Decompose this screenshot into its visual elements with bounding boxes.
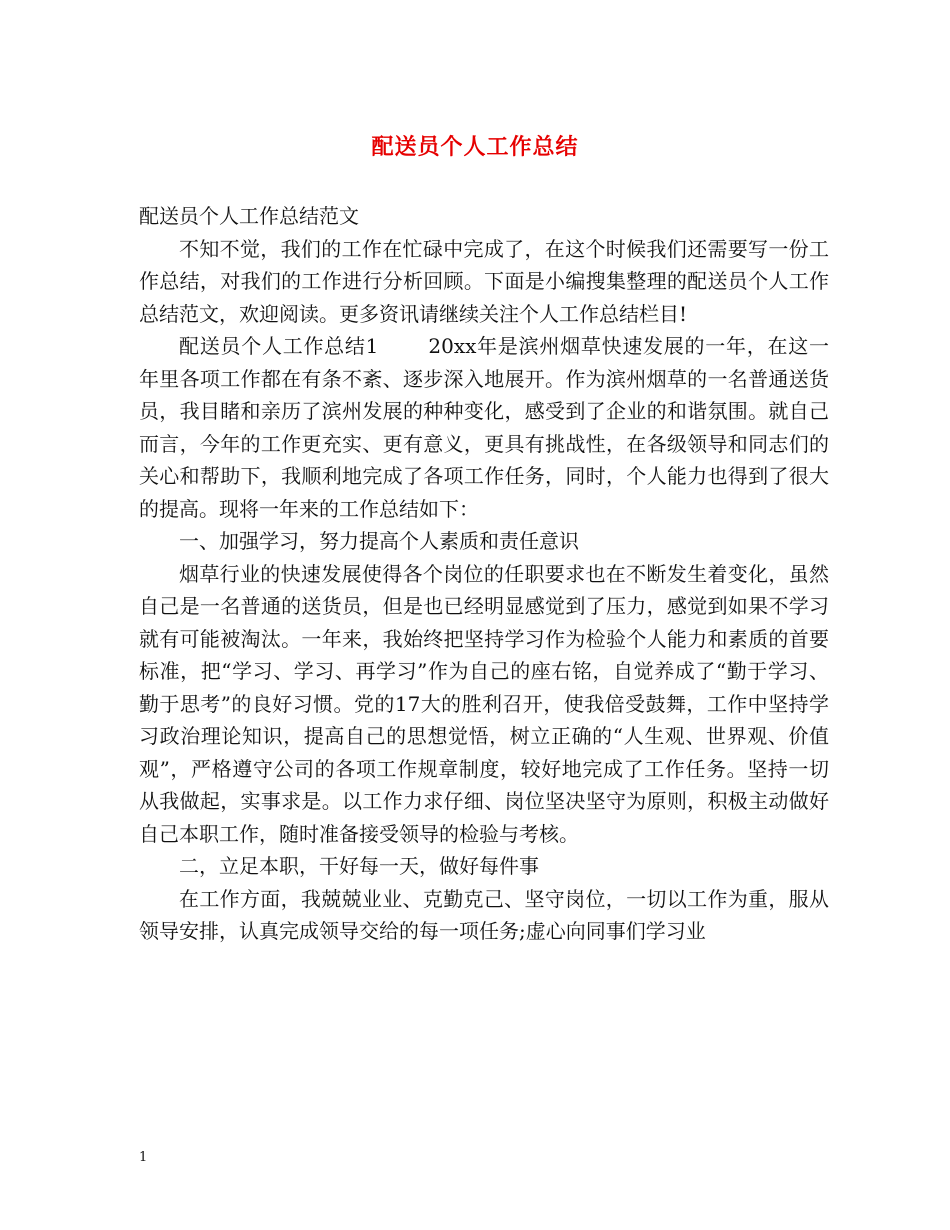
section-1-paragraph	[139, 330, 829, 525]
document-title: 配送员个人工作总结	[371, 135, 579, 160]
page-number: 1	[139, 1150, 148, 1165]
subtitle-paragraph: 配送员个人工作总结范文	[139, 204, 359, 228]
document-body	[139, 200, 829, 948]
body-paragraph-2: 在工作方面，我兢兢业业、克勤克己、坚守岗位，一切以工作为重，服从领导安排，认真完成领导交给的每一项任务;虚心向同事们学习业	[139, 886, 829, 943]
intro-paragraph: 不知不觉，我们的工作在忙碌中完成了，在这个时候我们还需要写一份工作总结，对我们的工作进行分析回顾。下面是小编搜集整理的配送员个人工作总结范文，欢迎阅读。更多资讯请继续关注个人工作总结栏目!	[139, 236, 829, 326]
section-1-heading: 配送员个人工作总结1	[179, 334, 379, 358]
heading-2: 二，立足本职，干好每一天，做好每件事	[179, 854, 539, 878]
section-1-text: 20xx年是滨州烟草快速发展的一年，在这一年里各项工作都在有条不紊、逐步深入地展开。作为滨州烟草的一名普通送货员，我目睹和亲历了滨州发展的种种变化，感受到了企业的和谐氛围。就自己而言，今年的工作更充实、更有意义，更具有挑战性，在各级领导和同志们的关心和帮助下，我顺利地完成了各项工作任务，同时，个人能力也得到了很大的提高。现将一年来的工作总结如下：	[139, 334, 829, 521]
body-paragraph-1: 烟草行业的快速发展使得各个岗位的任职要求也在不断发生着变化，虽然自己是一名普通的送货员，但是也已经明显感觉到了压力，感觉到如果不学习就有可能被淘汰。一年来，我始终把坚持学习作为检验个人能力和素质的首要标准，把“学习、学习、再学习”作为自己的座右铭，自觉养成了“勤于学习、勤于思考”的良好习惯。党的17大的胜利召开，使我倍受鼓舞，工作中坚持学习政治理论知识，提高自己的思想觉悟，树立正确的“人生观、世界观、价值观”，严格遵守公司的各项工作规章制度，较好地完成了工作任务。坚持一切从我做起，实事求是。以工作力求仔细、岗位坚决坚守为原则，积极主动做好自己本职工作，随时准备接受领导的检验与考核。	[139, 561, 829, 846]
heading-1: 一、加强学习，努力提高个人素质和责任意识	[179, 529, 579, 553]
